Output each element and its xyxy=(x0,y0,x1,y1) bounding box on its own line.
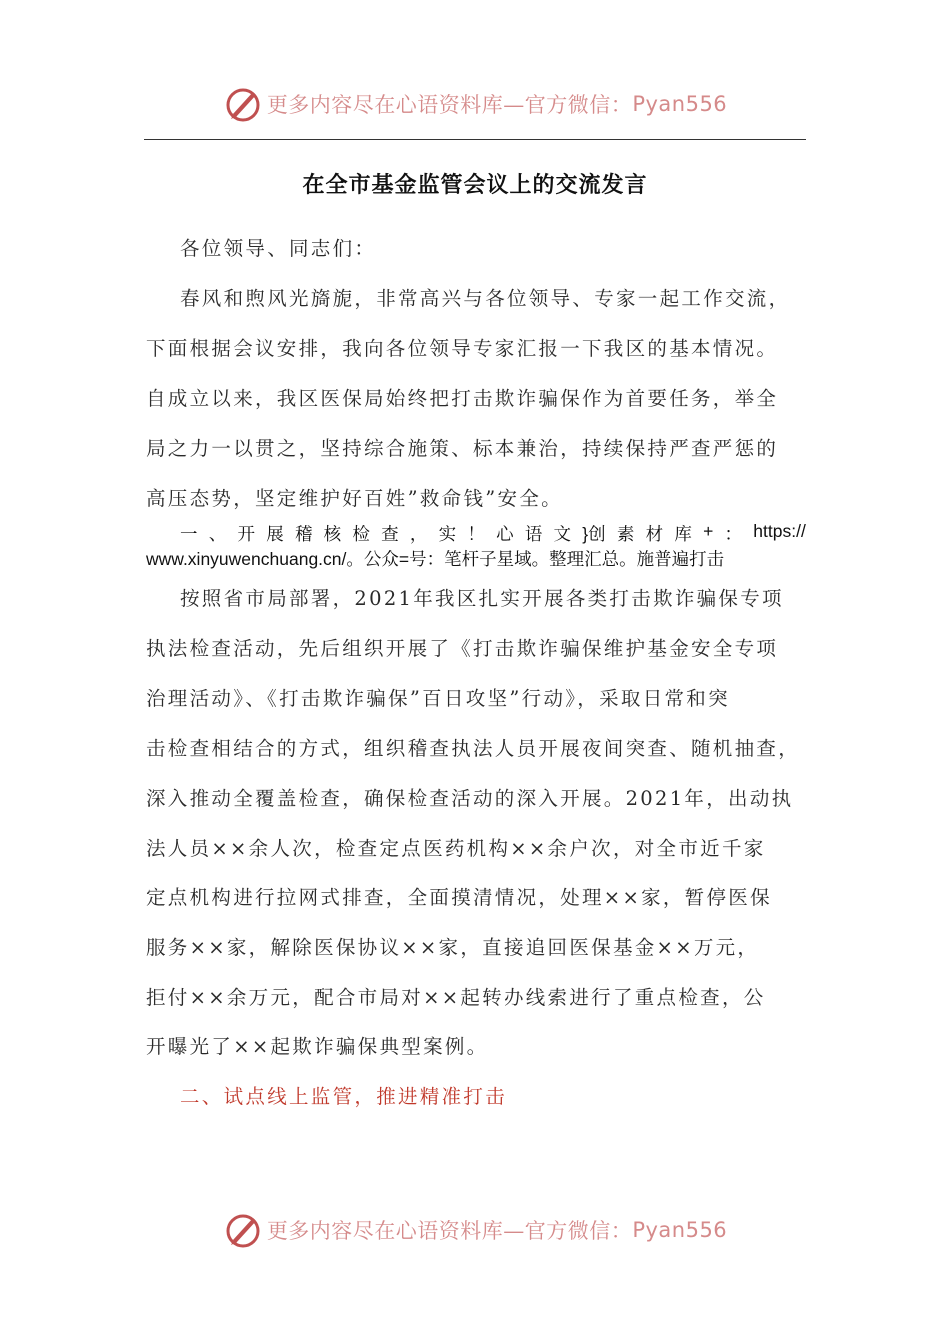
header-banner xyxy=(0,80,950,128)
watermark-glyph: 文 xyxy=(553,524,572,544)
watermark-line-1 xyxy=(180,521,806,546)
document-title: 在全市基金监管会议上的交流发言 xyxy=(302,172,648,198)
body-line-9: 拒付××余万元，配合市局对××起转办线索进行了重点检查，公 xyxy=(146,986,766,1009)
watermark-glyph: }创 xyxy=(582,524,606,544)
body-line-6: 法人员××余人次，检查定点医药机构××余户次，对全市近千家 xyxy=(146,837,766,860)
watermark-line-2: www.xinyuwenchuang.cn/。公众=号：笔杆子星域。整理汇总。施普遍打击 xyxy=(146,549,725,569)
body-line-1: 按照省市局部署，2021年我区扎实开展各类打击欺诈骗保专项 xyxy=(180,587,784,610)
banner-handle: Pyan556 xyxy=(632,92,728,116)
watermark-glyph: 开 xyxy=(237,524,255,544)
banner-text: 更多内容尽在心语资料库—官方微信： xyxy=(266,1219,633,1243)
watermark-glyph: 查 xyxy=(381,524,399,544)
intro-line-1: 春风和煦风光旖旎，非常高兴与各位领导、专家一起工作交流， xyxy=(180,287,791,310)
pen-logo-icon xyxy=(223,1210,263,1250)
watermark-glyph: 检 xyxy=(352,524,370,544)
intro-line-2: 下面根据会议安排，我向各位领导专家汇报一下我区的基本情况。 xyxy=(146,337,779,360)
watermark-glyph: 稽 xyxy=(294,524,313,544)
watermark-glyph: 材 xyxy=(645,524,664,544)
body-line-8: 服务××家，解除医保协议××家，直接追回医保基金××万元， xyxy=(146,936,760,959)
section-2-heading: 二、试点线上监管，推进精准打击 xyxy=(180,1085,508,1108)
body-line-2: 执法检查活动，先后组织开展了《打击欺诈骗保维护基金安全专项 xyxy=(146,637,779,660)
body-line-7: 定点机构进行拉网式排查，全面摸清情况，处理××家，暂停医保 xyxy=(146,886,772,909)
body-line-4: 击检查相结合的方式，组织稽查执法人员开展夜间突查、随机抽查， xyxy=(146,737,801,760)
footer-banner xyxy=(0,1206,950,1254)
body-line-5: 深入推动全覆盖检查，确保检查活动的深入开展。2021年，出动执 xyxy=(146,787,794,810)
body-line-10: 开曝光了××起欺诈骗保典型案例。 xyxy=(146,1035,489,1058)
watermark-glyph: 核 xyxy=(323,524,342,544)
salutation: 各位领导、同志们： xyxy=(180,237,377,260)
watermark-glyph: 实 xyxy=(438,524,457,544)
header-rule xyxy=(144,139,806,140)
watermark-glyph: 一 xyxy=(180,524,198,544)
watermark-glyph: ！ xyxy=(467,524,485,544)
intro-line-4: 局之力一以贯之，坚持综合施策、标本兼治，持续保持严查严惩的 xyxy=(146,437,779,460)
watermark-glyph: https:// xyxy=(753,521,806,541)
watermark-glyph: 素 xyxy=(616,524,635,544)
body-line-3: 治理活动》、《打击欺诈骗保”百日攻坚”行动》，采取日常和突 xyxy=(146,687,730,710)
banner-text: 更多内容尽在心语资料库—官方微信： xyxy=(266,93,633,117)
intro-line-3: 自成立以来，我区医保局始终把打击欺诈骗保作为首要任务，举全 xyxy=(146,387,779,410)
watermark-glyph: 展 xyxy=(266,524,284,544)
watermark-glyph: 语 xyxy=(524,524,543,544)
watermark-glyph: ： xyxy=(724,524,743,544)
banner-handle: Pyan556 xyxy=(632,1218,728,1242)
watermark-glyph: + xyxy=(703,521,714,541)
intro-line-5: 高压态势，坚定维护好百姓”救命钱”安全。 xyxy=(146,487,563,510)
watermark-glyph: ， xyxy=(409,524,428,544)
watermark-glyph: 、 xyxy=(208,524,227,544)
watermark-glyph: 心 xyxy=(496,524,514,544)
pen-logo-icon xyxy=(223,84,263,124)
watermark-glyph: 库 xyxy=(674,524,692,544)
